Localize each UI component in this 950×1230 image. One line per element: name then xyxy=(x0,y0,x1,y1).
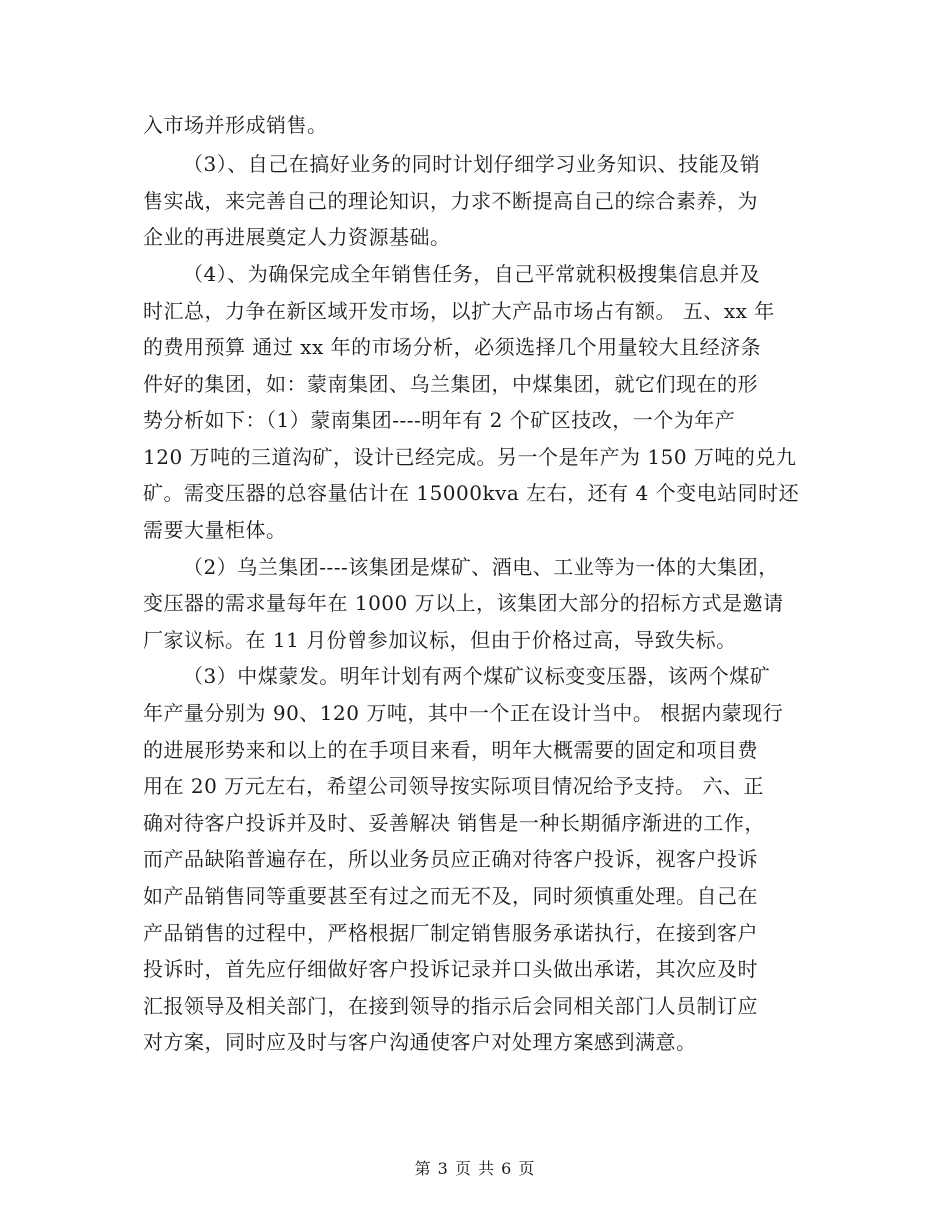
text-line: 确对待客户投诉并及时、妥善解决 销售是一种长期循序渐进的工作， xyxy=(143,811,765,835)
text-line: 汇报领导及相关部门，在接到领导的指示后会同相关部门人员制订应 xyxy=(143,994,758,1018)
text-line: 势分析如下：（1）蒙南集团----明年有 2 个矿区技改，一个为年产 xyxy=(143,408,736,432)
paragraph-start-line: （2）乌兰集团----该集团是煤矿、酒电、工业等为一体的大集团， xyxy=(183,555,779,579)
text-line: 产品销售的过程中，严格根据厂制定销售服务承诺执行，在接到客户 xyxy=(143,921,758,945)
text-line: 变压器的需求量每年在 1000 万以上，该集团大部分的招标方式是邀请 xyxy=(143,591,784,615)
text-line: 需要大量柜体。 xyxy=(143,518,287,542)
text-line: 年产量分别为 90、120 万吨，其中一个正在设计当中。 根据内蒙现行 xyxy=(143,701,784,725)
text-line: 时汇总，力争在新区域开发市场，以扩大产品市场占有额。 五、xx 年 xyxy=(143,299,775,323)
page-footer: 第 3 页 共 6 页 xyxy=(414,1159,536,1178)
text-line: 售实战，来完善自己的理论知识，力求不断提高自己的综合素养，为 xyxy=(143,189,758,213)
text-line: 矿。需变压器的总容量估计在 15000kva 左右，还有 4 个变电站同时还 xyxy=(143,481,800,505)
text-line: 入市场并形成销售。 xyxy=(143,113,328,137)
paragraph-start-line: （4）、为确保完成全年销售任务，自己平常就积极搜集信息并及 xyxy=(183,262,761,286)
text-line: 120 万吨的三道沟矿，设计已经完成。另一个是年产为 150 万吨的兑九 xyxy=(143,445,797,469)
text-line: 而产品缺陷普遍存在，所以业务员应正确对待客户投诉，视客户投诉 xyxy=(143,847,758,871)
text-line: 如产品销售同等重要甚至有过之而无不及，同时须慎重处理。自己在 xyxy=(143,884,758,908)
text-line: 用在 20 万元左右，希望公司领导按实际项目情况给予支持。 六、正 xyxy=(143,774,765,798)
text-line: 的进展形势来和以上的在手项目来看，明年大概需要的固定和项目费 xyxy=(143,738,758,762)
text-line: 企业的再进展奠定人力资源基础。 xyxy=(143,225,451,249)
paragraph-start-line: （3）、自己在搞好业务的同时计划仔细学习业务知识、技能及销 xyxy=(183,152,761,176)
text-line: 的费用预算 通过 xx 年的市场分析，必须选择几个用量较大且经济条 xyxy=(143,335,762,359)
text-line: 投诉时，首先应仔细做好客户投诉记录并口头做出承诺，其次应及时 xyxy=(143,957,758,981)
text-line: 厂家议标。在 11 月份曾参加议标，但由于价格过高，导致失标。 xyxy=(143,628,737,652)
paragraph-start-line: （3）中煤蒙发。明年计划有两个煤矿议标变变压器，该两个煤矿 xyxy=(183,664,771,688)
text-line: 对方案，同时应及时与客户沟通使客户对处理方案感到满意。 xyxy=(143,1030,697,1054)
text-line: 件好的集团，如：蒙南集团、乌兰集团，中煤集团，就它们现在的形 xyxy=(143,372,758,396)
